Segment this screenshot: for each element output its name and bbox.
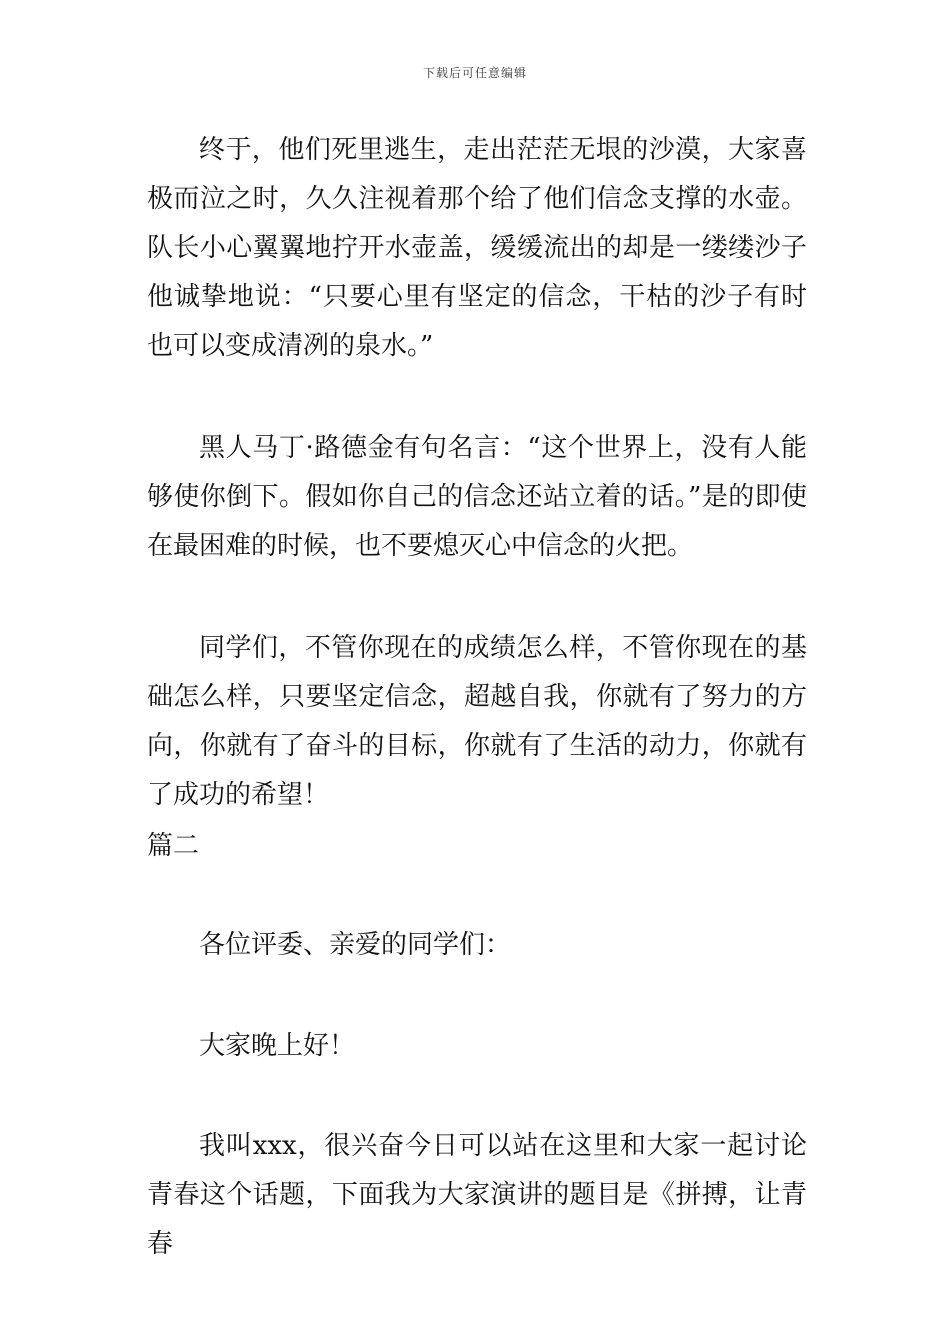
paragraph-desert-story: 终于，他们死里逃生，走出茫茫无垠的沙漠，大家喜极而泣之时，久久注视着那个给了他们信念支撑的水壶。队长小心翼翼地拧开水壶盖，缓缓流出的却是一缕缕沙子他诚挚地说：“只要心里有坚定的信念，干枯的沙子有时也可以变成清冽的泉水。” xyxy=(147,135,807,361)
paragraph-mlk-quote: 黑人马丁·路德金有句名言：“这个世界上，没有人能够使你倒下。假如你自己的信念还站立着的话。”是的即使在最困难的时候，也不要熄灭心中信念的火把。 xyxy=(147,433,807,561)
section-heading-part-two: 篇二 xyxy=(147,831,200,861)
page-header: 下载后可任意编辑 xyxy=(422,66,527,80)
paragraph-introduction: 我叫xxx，很兴奋今日可以站在这里和大家一起讨论青春这个话题，下面我为大家演讲的题目是《拼搏，让青春 xyxy=(147,1131,807,1259)
paragraph-classmates: 同学们，不管你现在的成绩怎么样，不管你现在的基础怎么样，只要坚定信念，超越自我，你就有了努力的方向，你就有了奋斗的目标，你就有了生活的动力，你就有了成功的希望！ xyxy=(147,633,807,810)
salutation: 各位评委、亲爱的同学们： xyxy=(199,930,512,960)
greeting: 大家晚上好！ xyxy=(199,1031,356,1061)
